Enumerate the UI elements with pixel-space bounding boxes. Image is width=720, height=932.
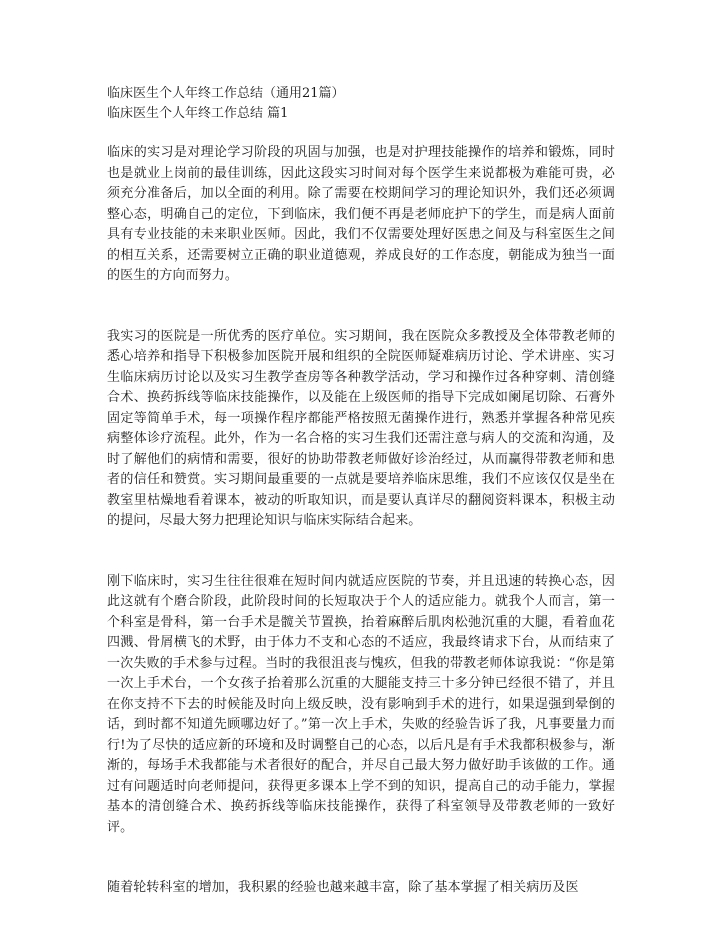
paragraph-3: 刚下临床时，实习生往往很难在短时间内就适应医院的节奏，并且迅速的转换心态，因此这就有个磨合阶段，此阶段时间的长短取决于个人的适应能力。就我个人而言，第一个科室是骨科，第一台手术是髋关节置换，抬着麻醉后肌肉松弛沉重的大腿，看着血花四溅、骨屑横飞的术野，由于体力不支和心态的不适应，我最终请求下台，从而结束了一次失败的手术参与过程。当时的我很沮丧与愧疚，但我的带教老师体谅我说：“你是第一次上手术台，一个女孩子抬着那么沉重的大腿能支持三十多分钟已经很不错了，并且在你支持不下去的时候能及时向上级反映，没有影响到手术的进行，如果逞强到晕倒的话，到时都不知道先顾哪边好了。”第一次上手术，失败的经验告诉了我，凡事要量力而行!为了尽快的适应新的环境和及时调整自己的心态，以后凡是有手术我都积极参与，渐渐的，每场手术我都能与术者很好的配合，并尽自己最大努力做好助手该做的工作。通过有问题适时向老师提问，获得更多课本上学不到的知识，提高自己的动手能力，掌握基本的清创缝合术、换药拆线等临床技能操作，获得了科室领导及带教老师的一致好评。 [107, 573, 615, 835]
document-title: 临床医生个人年终工作总结（通用21篇） [107, 86, 345, 101]
paragraph-2: 我实习的医院是一所优秀的医疗单位。实习期间，我在医院众多教授及全体带教老师的悉心培养和指导下积极参加医院开展和组织的全院医师疑难病历讨论、学术讲座、实习生临床病历讨论以及实习生教学查房等各种教学活动，学习和操作过各种穿刺、清创缝合术、换药拆线等临床技能操作，以及能在上级医师的指导下完成如阑尾切除、石膏外固定等简单手术，每一项操作程序都能严格按照无菌操作进行，熟悉并掌握各种常见疾病整体诊疗流程。此外，作为一名合格的实习生我们还需注意与病人的交流和沟通，及时了解他们的病情和需要，很好的协助带教老师做好诊治经过，从而赢得带教老师和患者的信任和赞赏。实习期间最重要的一点就是要培养临床思维，我们不应该仅仅是坐在教室里枯燥地看着课本，被动的听取知识，而是要认真详尽的翻阅资料课本，积极主动的提问，尽最大努力把理论知识与临床实际结合起来。 [107, 328, 615, 528]
document-subtitle: 临床医生个人年终工作总结 篇1 [107, 106, 289, 121]
document-page [107, 84, 615, 899]
paragraph-4: 随着轮转科室的增加，我积累的经验也越来越丰富，除了基本掌握了相关病历及医 [107, 880, 579, 895]
paragraph-1: 临床的实习是对理论学习阶段的巩固与加强，也是对护理技能操作的培养和锻炼，同时也是就业上岗前的最佳训练，因此这段实习时间对每个医学生来说都极为难能可贵，必须充分准备后，加以全面的利用。除了需要在校期间学习的理论知识外，我们还必须调整心态，明确自己的定位，下到临床，我们便不再是老师庇护下的学生，而是病人面前具有专业技能的未来职业医师。因此，我们不仅需要处理好医患之间及与科室医生之间的相互关系，还需要树立正确的职业道德观，养成良好的工作态度，朝能成为独当一面的医生的方向而努力。 [107, 145, 615, 283]
